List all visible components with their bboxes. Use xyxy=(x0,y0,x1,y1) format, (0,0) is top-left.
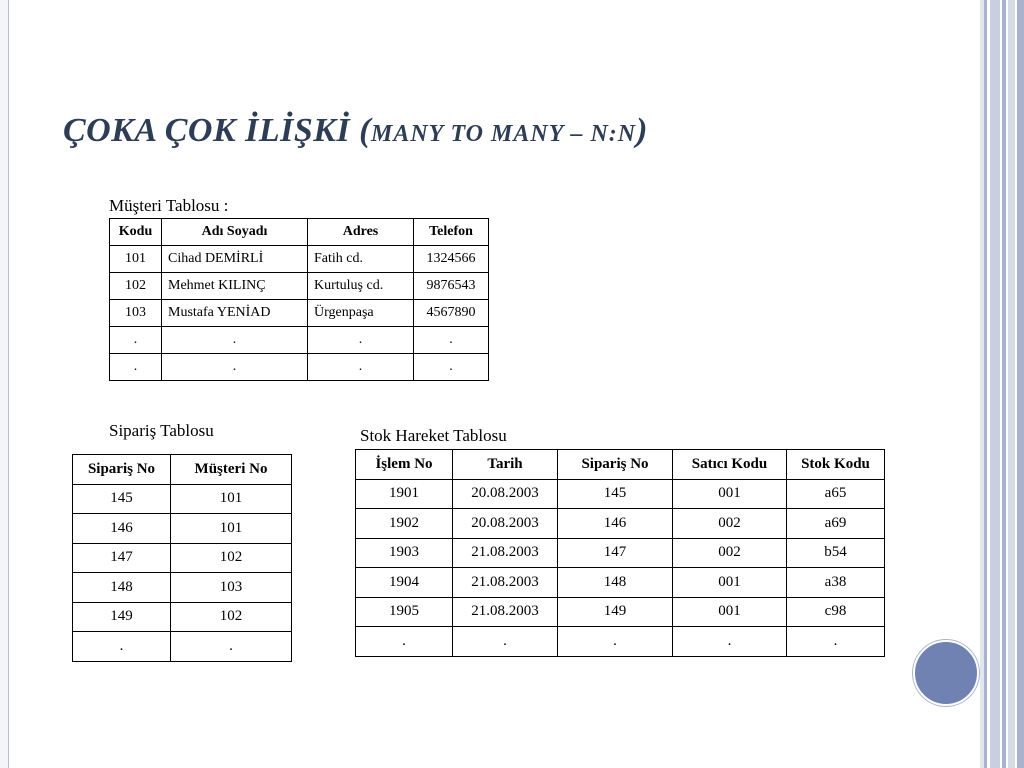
table-cell: 1903 xyxy=(356,538,453,568)
column-header: Telefon xyxy=(414,219,489,246)
table-cell: 1905 xyxy=(356,597,453,627)
table-cell: 4567890 xyxy=(414,300,489,327)
table-header-row xyxy=(110,219,489,246)
table-cell: 147 xyxy=(558,538,673,568)
right-decor-bars xyxy=(980,0,1024,768)
slide-title-end: ) xyxy=(636,112,648,149)
table-cell: 146 xyxy=(73,514,171,544)
table-cell: a65 xyxy=(787,479,885,509)
table-row xyxy=(110,327,489,354)
table-cell: 145 xyxy=(73,484,171,514)
table-row xyxy=(73,632,292,662)
stok-hareket-table xyxy=(355,449,885,657)
table-cell: 9876543 xyxy=(414,273,489,300)
table-cell: . xyxy=(308,354,414,381)
table-cell: 20.08.2003 xyxy=(453,509,558,539)
table-cell: 001 xyxy=(673,568,787,598)
table-cell: a69 xyxy=(787,509,885,539)
table-row xyxy=(356,597,885,627)
table-cell: 21.08.2003 xyxy=(453,538,558,568)
slide-title-subtitle: MANY TO MANY – N:N xyxy=(371,121,637,147)
table-cell: . xyxy=(673,627,787,657)
table-cell: 149 xyxy=(73,602,171,632)
table-cell: . xyxy=(73,632,171,662)
table-header-row xyxy=(356,450,885,480)
table-cell: Ürgenpaşa xyxy=(308,300,414,327)
table-header-row xyxy=(73,455,292,485)
table-row xyxy=(73,573,292,603)
table-row xyxy=(356,509,885,539)
table-cell: 101 xyxy=(110,246,162,273)
table-cell: 1904 xyxy=(356,568,453,598)
table-cell: 1324566 xyxy=(414,246,489,273)
stok-table-title: Stok Hareket Tablosu xyxy=(360,426,507,445)
table-cell: 21.08.2003 xyxy=(453,568,558,598)
table-cell: 1901 xyxy=(356,479,453,509)
table-cell: . xyxy=(558,627,673,657)
table-cell: 002 xyxy=(673,538,787,568)
table-row xyxy=(356,538,885,568)
table-row xyxy=(73,514,292,544)
table-cell: . xyxy=(308,327,414,354)
slide-title-main: ÇOKA ÇOK İLİŞKİ ( xyxy=(63,112,371,149)
table-cell: . xyxy=(110,327,162,354)
table-cell: 20.08.2003 xyxy=(453,479,558,509)
table-cell: 21.08.2003 xyxy=(453,597,558,627)
table-row xyxy=(110,354,489,381)
decor-bar xyxy=(990,0,1000,768)
table-row xyxy=(73,602,292,632)
table-cell: b54 xyxy=(787,538,885,568)
column-header: Sipariş No xyxy=(558,450,673,480)
table-cell: 147 xyxy=(73,543,171,573)
table-cell: 102 xyxy=(171,602,292,632)
musteri-table xyxy=(109,218,489,381)
table-cell: c98 xyxy=(787,597,885,627)
table-cell: . xyxy=(414,354,489,381)
table-row xyxy=(110,300,489,327)
table-row xyxy=(356,479,885,509)
table-cell: . xyxy=(171,632,292,662)
column-header: Sipariş No xyxy=(73,455,171,485)
table-cell: 102 xyxy=(110,273,162,300)
siparis-table xyxy=(72,454,292,662)
table-cell: Mehmet KILINÇ xyxy=(162,273,308,300)
table-row xyxy=(356,627,885,657)
table-row xyxy=(356,568,885,598)
left-decor-rule xyxy=(0,0,9,768)
table-row xyxy=(73,543,292,573)
column-header: İşlem No xyxy=(356,450,453,480)
column-header: Adres xyxy=(308,219,414,246)
table-row xyxy=(110,246,489,273)
table-cell: Fatih cd. xyxy=(308,246,414,273)
table-cell: Cihad DEMİRLİ xyxy=(162,246,308,273)
table-cell: 001 xyxy=(673,479,787,509)
decor-bar xyxy=(984,0,987,768)
table-cell: . xyxy=(787,627,885,657)
column-header: Stok Kodu xyxy=(787,450,885,480)
table-cell: 103 xyxy=(171,573,292,603)
table-cell: 101 xyxy=(171,514,292,544)
decor-bar xyxy=(1017,0,1024,768)
table-cell: 148 xyxy=(73,573,171,603)
table-cell: . xyxy=(162,327,308,354)
decor-bar xyxy=(1002,0,1006,768)
siparis-table-title: Sipariş Tablosu xyxy=(109,421,214,440)
table-cell: . xyxy=(453,627,558,657)
table-cell: 102 xyxy=(171,543,292,573)
table-cell: 101 xyxy=(171,484,292,514)
column-header: Kodu xyxy=(110,219,162,246)
table-cell: 103 xyxy=(110,300,162,327)
table-cell: a38 xyxy=(787,568,885,598)
table-cell: Kurtuluş cd. xyxy=(308,273,414,300)
table-cell: 002 xyxy=(673,509,787,539)
table-cell: . xyxy=(110,354,162,381)
decor-circle xyxy=(913,640,979,706)
table-cell: 148 xyxy=(558,568,673,598)
table-row xyxy=(110,273,489,300)
table-cell: 145 xyxy=(558,479,673,509)
slide-title xyxy=(63,112,648,150)
table-cell: 146 xyxy=(558,509,673,539)
decor-bar xyxy=(1008,0,1015,768)
table-cell: . xyxy=(162,354,308,381)
table-cell: 1902 xyxy=(356,509,453,539)
table-cell: Mustafa YENİAD xyxy=(162,300,308,327)
column-header: Müşteri No xyxy=(171,455,292,485)
table-cell: 001 xyxy=(673,597,787,627)
table-row xyxy=(73,484,292,514)
table-cell: 149 xyxy=(558,597,673,627)
column-header: Tarih xyxy=(453,450,558,480)
musteri-table-title: Müşteri Tablosu : xyxy=(109,196,229,215)
table-cell: . xyxy=(414,327,489,354)
column-header: Adı Soyadı xyxy=(162,219,308,246)
table-cell: . xyxy=(356,627,453,657)
column-header: Satıcı Kodu xyxy=(673,450,787,480)
